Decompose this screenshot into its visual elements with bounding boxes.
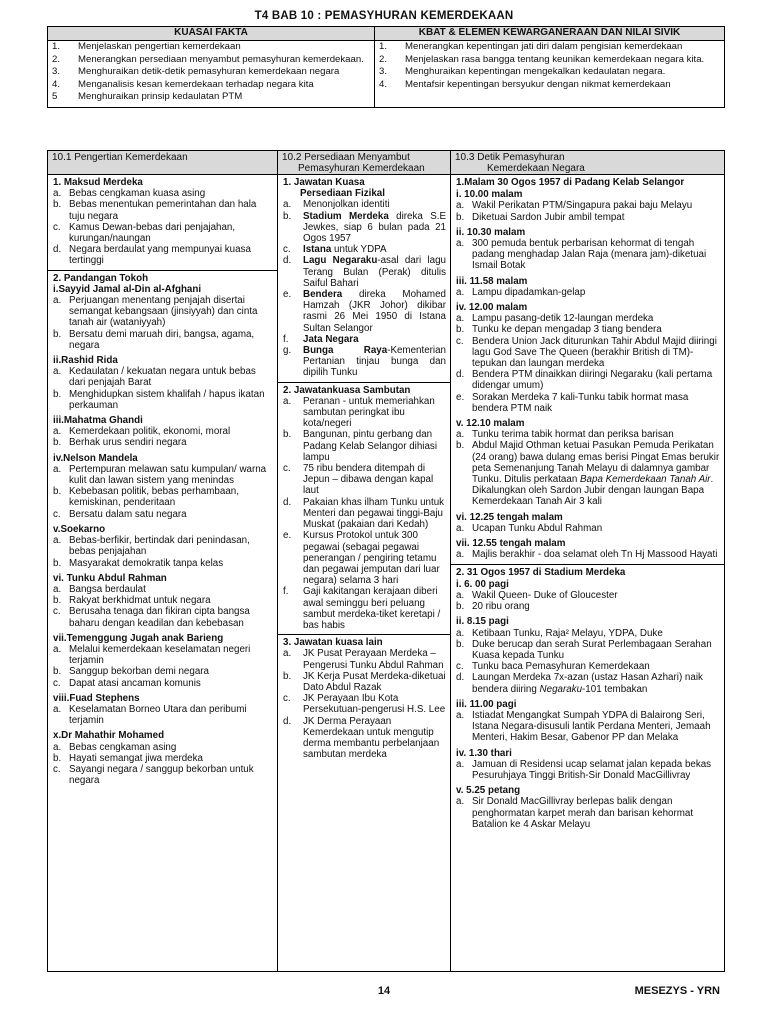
item-marker: f.: [283, 586, 289, 598]
list-item: [53, 678, 273, 689]
item-text: Menonjolkan identiti: [303, 199, 390, 211]
item-text: Rakyat berkhidmat untuk negara: [69, 595, 211, 607]
section-title: 2. 31 Ogos 1957 di Stadium Merdeka: [456, 566, 626, 578]
item-marker: c.: [53, 606, 61, 618]
tokoh-name: v.Soekarno: [53, 523, 106, 535]
item-marker: c.: [283, 463, 291, 475]
item-marker: c.: [456, 335, 464, 347]
item-text: Bebas cengkaman asing: [69, 741, 177, 753]
item-text: Kedaulatan / kekuatan negara untuk bebas dari penjajah Barat: [69, 366, 256, 389]
list-item: [456, 590, 720, 601]
list-item: [456, 601, 720, 612]
item-marker: b.: [456, 601, 465, 613]
item-emphasis: Negaraku: [539, 683, 583, 695]
item-text: [303, 211, 446, 245]
column-persediaan: [277, 151, 450, 971]
objective-number: 3.: [379, 66, 388, 78]
item-text: Duke berucap dan serah Surat Perlembagaan Serahan Kuasa kepada Tunku: [472, 638, 712, 661]
item-text: Diketuai Sardon Jubir ambil tempat: [472, 211, 625, 223]
item-text: Bebas menentukan pemerintahan dan hala tuju negara: [69, 199, 257, 222]
item-marker: a.: [53, 703, 62, 715]
item-marker: b.: [456, 324, 465, 336]
tokoh-name: iv.Nelson Mandela: [53, 452, 138, 464]
item-text: Ketibaan Tunku, Raja² Melayu, YDPA, Duke: [472, 627, 663, 639]
time-label: ii. 10.30 malam: [456, 226, 526, 238]
item-detail: Laungan Merdeka 7x-azan (ustaz Hasan Azhari) naik bendera diiring: [472, 672, 703, 695]
item-marker: a.: [53, 583, 62, 595]
list-item: [283, 693, 446, 715]
list-item: [283, 648, 446, 670]
list-item: [53, 742, 273, 753]
item-text: Menghidupkan sistem khalifah / hapus ikatan perkauman: [69, 388, 265, 411]
item-text: Hayati semangat jiwa merdeka: [69, 752, 203, 764]
item-marker: e.: [456, 391, 465, 403]
section-title: 2. Pandangan Tokoh: [53, 272, 149, 284]
time-label: vi. 12.25 tengah malam: [456, 511, 563, 523]
item-marker: a.: [53, 741, 62, 753]
list-item: [53, 666, 273, 677]
objective-item: [52, 80, 370, 91]
objective-number: 4.: [379, 78, 388, 90]
column-header-text: 10.1 Pengertian Kemerdekaan: [52, 152, 188, 163]
list-item: [456, 661, 720, 672]
time-label: vii. 12.55 tengah malam: [456, 538, 566, 550]
list-item: [456, 313, 720, 324]
item-marker: a.: [456, 589, 465, 601]
item-detail: direka Mohamed Hamzah (JKR Johor) dikibar rasmi 26 Mei 1950 di Istana Sultan Selangor: [303, 289, 446, 334]
kuasai-fakta-list: [48, 41, 375, 108]
item-text: [472, 440, 720, 507]
list-item: [53, 509, 273, 520]
item-marker: a.: [456, 522, 465, 534]
objective-item: [379, 80, 720, 91]
item-text: [303, 289, 446, 334]
list-item: [283, 530, 446, 586]
kuasai-fakta-header: KUASAI FAKTA: [48, 27, 375, 41]
section-31-ogos: [451, 564, 724, 972]
time-label: iv. 12.00 malam: [456, 302, 528, 314]
list-item: [456, 287, 720, 298]
item-keyword: Istana: [303, 244, 332, 256]
objective-number: 1.: [52, 41, 61, 52]
list-item: [53, 644, 273, 666]
item-marker: b.: [456, 638, 465, 650]
item-marker: a.: [456, 238, 465, 250]
section-title-cont: Persediaan Fizikal: [300, 188, 385, 200]
item-marker: b.: [53, 666, 62, 678]
list-item: [456, 200, 720, 211]
item-text: [303, 334, 446, 345]
item-detail: Abdul Majid Othman ketuai Pasukan Pemuda Perikatan (24 orang) bawa dulang emas berisi Pingat Emas berukir peta Semenanjung Tanah Melayu di dalamnya gambar Tunku. Ditulis perkataan: [472, 440, 720, 486]
section-pandangan-tokoh: [48, 270, 277, 971]
time-label: iii. 11.58 malam: [456, 275, 528, 287]
item-keyword: Lagu Negaraku: [303, 255, 378, 267]
item-marker: a.: [283, 199, 292, 211]
item-text: JK Derma Perayaan Kemerdekaan untuk mengutip derma membantu perbelanjaan sambutan merdeka: [303, 715, 440, 761]
item-marker: a.: [53, 426, 62, 438]
objective-number: 2.: [52, 53, 61, 65]
item-detail: untuk YDPA: [331, 244, 387, 256]
column-header-10-3: [451, 151, 724, 175]
list-item: [53, 366, 273, 388]
item-marker: d.: [53, 244, 62, 256]
list-item: [456, 672, 720, 694]
list-item: [456, 639, 720, 661]
list-item: [456, 238, 720, 272]
item-text: Berusaha tenaga dan fikiran cipta bangsa baharu dengan keadilan dan kebebasan: [69, 606, 250, 629]
section-title: 2. Jawatankuasa Sambutan: [283, 384, 411, 396]
item-detail: direka S.E Jewkes, siap 6 bulan pada 21 Ogos 1957: [303, 210, 447, 245]
item-marker: c.: [283, 693, 291, 705]
item-detail: -asal dari lagu Terang Bulan (Perak) ditulis Saiful Bahari: [303, 255, 446, 289]
tokoh-name: ii.Rashid Rida: [53, 355, 118, 367]
item-marker: b.: [53, 486, 62, 498]
item-marker: b.: [283, 429, 292, 441]
section-title: 3. Jawatan kuasa lain: [283, 637, 383, 649]
item-text: Tunku ke depan mengadap 3 tiang bendera: [472, 324, 662, 336]
objective-text: Menerangkan kepentingan jati diri dalam pengisian kemerdekaan: [405, 41, 683, 52]
list-item: [456, 324, 720, 335]
objective-number: 1.: [379, 41, 388, 52]
item-text: JK Kerja Pusat Merdeka-diketuai Dato Abdul Razak: [303, 670, 446, 693]
objective-number: 5: [52, 91, 58, 103]
section-title: 1. Jawatan Kuasa: [283, 177, 365, 188]
item-marker: b.: [456, 440, 465, 452]
list-item: [53, 606, 273, 628]
item-marker: d.: [283, 715, 292, 727]
item-marker: c.: [53, 763, 61, 775]
list-item: [53, 753, 273, 764]
section-maksud-merdeka: [48, 175, 277, 270]
tokoh-list: [53, 284, 273, 787]
objective-item: [379, 55, 720, 66]
item-marker: c.: [53, 508, 61, 520]
item-text: Majlis berakhir - doa selamat oleh Tn Hj Massood Hayati: [472, 549, 718, 561]
list-item: [53, 295, 273, 329]
item-text: Bersatu demi maruah diri, bangsa, agama, negara: [69, 328, 255, 351]
list-item: [53, 595, 273, 606]
list-item: [53, 244, 273, 266]
list-item: [456, 710, 720, 744]
item-marker: c.: [283, 244, 291, 256]
objective-item: [52, 92, 370, 103]
list-item: [283, 716, 446, 761]
item-marker: a.: [456, 627, 465, 639]
item-text: Wakil Perikatan PTM/Singapura pakai baju Melayu: [472, 200, 693, 212]
item-text: Bebas cengkaman kuasa asing: [69, 188, 206, 200]
timeline-list: [456, 189, 720, 560]
list-item: [53, 188, 273, 199]
section-jawatankuasa-sambutan: [278, 382, 450, 634]
objective-item: [379, 42, 720, 53]
kbat-list: [375, 41, 725, 108]
list-item: [53, 486, 273, 508]
item-text: Wakil Queen- Duke of Gloucester: [472, 589, 618, 601]
section-title: 1.Malam 30 Ogos 1957 di Padang Kelab Selangor: [456, 177, 685, 188]
list-item: [283, 586, 446, 631]
item-detail: . Dikalungkan oleh Sardon Jubir dengan laungan Bapa Kemerdekaan Tanah Air 3 kali: [472, 474, 714, 508]
list-item: [283, 255, 446, 289]
objective-number: 4.: [52, 78, 61, 90]
item-text: Sorakan Merdeka 7 kali-Tunku tabik hormat masa bendera PTM naik: [472, 391, 689, 414]
item-text: Pertempuran melawan satu kumpulan/ warna kulit dan lawan sistem yang menindas: [69, 463, 267, 487]
item-text: Pakaian khas ilham Tunku untuk Menteri dan pegawai tinggi-Baju Muskat (pakaian dari Kedah): [303, 496, 445, 531]
item-marker: f.: [283, 333, 289, 345]
list-item: [53, 199, 273, 221]
item-marker: e.: [283, 289, 292, 301]
item-marker: b.: [53, 752, 62, 764]
time-label: i. 6. 00 pagi: [456, 578, 509, 590]
footer-credit: MESEZYS - YRN: [634, 985, 720, 997]
item-marker: b.: [53, 437, 62, 449]
item-text: [472, 672, 720, 694]
kbat-header: KBAT & ELEMEN KEWARGANERAAN DAN NILAI SIVIK: [375, 27, 725, 41]
list-item: [456, 549, 720, 560]
tokoh-name: vii.Temenggung Jugah anak Barieng: [53, 632, 224, 644]
item-marker: b.: [283, 210, 292, 222]
item-emphasis: Bapa Kemerdekaan Tanah Air: [580, 474, 711, 486]
objective-item: [52, 67, 370, 78]
column-pengertian: [48, 151, 277, 971]
item-text: 75 ribu bendera ditempah di Jepun – dibawa dengan kapal laut: [303, 463, 434, 497]
column-header-10-2: [278, 151, 450, 175]
item-detail: -Kementerian Pertanian tinjau bunga dan dipilih Tunku: [303, 345, 446, 379]
item-list: [53, 188, 273, 266]
objective-number: 2.: [379, 53, 388, 65]
section-malam-30-ogos: [451, 175, 724, 564]
objective-item: [52, 55, 370, 66]
objective-text: Menghuraikan detik-detik pemasyhuran kemerdekaan negara: [78, 66, 340, 78]
objective-text: Menghuraikan prinsip kedaulatan PTM: [78, 91, 243, 103]
item-text: Keselamatan Borneo Utara dan peribumi terjamin: [69, 703, 247, 727]
item-text: Bebas-berfikir, bertindak dari penindasan, bebas penjajahan: [69, 535, 250, 558]
page-number: 14: [377, 985, 391, 997]
objective-text: Menghuraikan kepentingan mengekalkan kedaulatan negara.: [405, 66, 666, 78]
objective-text: Menjelaskan rasa bangga tentang keunikan kemerdekaan negara kita.: [405, 53, 705, 65]
item-text: Bangsa berdaulat: [69, 583, 146, 595]
item-marker: d.: [456, 672, 465, 684]
notes-grid: [47, 150, 725, 972]
objective-text: Menganalisis kesan kemerdekaan terhadap negara kita: [78, 78, 314, 90]
time-label: iv. 1.30 thari: [456, 747, 512, 759]
item-detail: -101 tembakan: [582, 683, 648, 695]
item-marker: a.: [53, 643, 62, 655]
list-item: [53, 389, 273, 411]
item-text: Tunku baca Pemasyhuran Kemerdekaan: [472, 661, 650, 673]
timeline-list: [456, 579, 720, 830]
time-label: iii. 11.00 pagi: [456, 698, 517, 710]
item-text: Dapat atasi ancaman komunis: [69, 677, 201, 689]
column-header-line: 10.3 Detik Pemasyhuran: [455, 152, 565, 163]
item-marker: a.: [283, 395, 292, 407]
list-item: [53, 584, 273, 595]
item-text: Jamuan di Residensi ucap selamat jalan kepada bekas Pesuruhjaya Tinggi British-Sir Donald MacGillivray: [472, 758, 712, 781]
list-item: [283, 211, 446, 245]
list-item: [456, 440, 720, 507]
time-label: v. 12.10 malam: [456, 418, 525, 430]
item-marker: a.: [456, 286, 465, 298]
item-marker: c.: [53, 677, 61, 689]
list-item: [53, 437, 273, 448]
item-marker: d.: [456, 369, 465, 381]
list-item: [283, 289, 446, 334]
time-label: i. 10.00 malam: [456, 189, 523, 201]
item-text: 20 ribu orang: [472, 601, 530, 613]
item-marker: a.: [456, 200, 465, 212]
item-text: Istiadat Mengangkat Sumpah YDPA di Balairong Seri, Istana Negara-disusuli lantik Perdana Menteri, Jemaah Menteri, Hakim Besar, Gabenor PP dan Melaka: [472, 709, 711, 744]
item-marker: b.: [53, 328, 62, 340]
item-text: [303, 345, 446, 379]
item-keyword: Bendera: [303, 289, 343, 301]
list-item: [53, 426, 273, 437]
tokoh-name: x.Dr Mahathir Mohamed: [53, 730, 165, 742]
list-item: [283, 396, 446, 430]
objective-item: [379, 67, 720, 78]
item-marker: c.: [456, 661, 464, 673]
item-text: Ucapan Tunku Abdul Rahman: [472, 522, 603, 534]
item-text: Lampu pasang-detik 12-laungan merdeka: [472, 313, 654, 325]
list-item: [53, 704, 273, 726]
section-jawatankuasa-fizikal: [278, 175, 450, 382]
section-title: 1. Maksud Merdeka: [53, 177, 143, 188]
item-marker: b.: [283, 670, 292, 682]
list-item: [456, 796, 720, 830]
item-text: Perjuangan menentang penjajah disertai semangat kebangsaan (jinsiyyah) dan cinta tanah air (wataniyyah): [69, 295, 258, 329]
item-text: Kursus Protokol untuk 300 pegawai (sebagai pegawai penerangan / pengiring tetamu dan pegawai jemputan dari luar negara) selama 3 hari: [303, 530, 440, 587]
item-marker: a.: [283, 648, 292, 660]
item-text: Bendera Union Jack diturunkan Tahir Abdul Majid diiringi lagu God Save The Queen (berakhir British di TM)-tepukan dan laungan merdeka: [472, 335, 717, 370]
item-list: [283, 648, 446, 760]
objective-item: [52, 42, 370, 53]
item-list: [283, 199, 446, 378]
item-marker: c.: [53, 221, 61, 233]
item-marker: b.: [53, 388, 62, 400]
list-item: [53, 558, 273, 569]
list-item: [456, 429, 720, 440]
item-marker: a.: [456, 313, 465, 325]
item-text: Negara berdaulat yang mempunyai kuasa tertinggi: [69, 244, 251, 267]
list-item: [283, 463, 446, 497]
list-item: [456, 212, 720, 223]
objectives-table: [47, 26, 725, 108]
column-header-line: 10.2 Persediaan Menyambut: [282, 152, 410, 163]
item-marker: a.: [456, 758, 465, 770]
list-item: [53, 329, 273, 351]
tokoh-name: viii.Fuad Stephens: [53, 692, 140, 704]
column-header-line: Kemerdekaan Negara: [487, 163, 585, 174]
list-item: [53, 222, 273, 244]
list-item: [456, 392, 720, 414]
objective-number: 3.: [52, 66, 61, 78]
list-item: [283, 244, 446, 255]
item-text: Kebebasan politik, bebas perhambaan, kemiskinan, penderitaan: [69, 486, 239, 509]
list-item: [283, 345, 446, 379]
list-item: [456, 523, 720, 534]
list-item: [283, 497, 446, 531]
section-jawatankuasa-lain: [278, 634, 450, 971]
list-item: [53, 535, 273, 557]
item-text: Berhak urus sendiri negara: [69, 437, 187, 449]
time-label: v. 5.25 petang: [456, 785, 521, 797]
item-marker: a.: [456, 429, 465, 441]
page-title: T4 BAB 10 : PEMASYHURAN KEMERDEKAAN: [254, 10, 514, 22]
item-list: [283, 396, 446, 631]
list-item: [456, 628, 720, 639]
item-keyword: Stadium Merdeka: [303, 210, 389, 222]
item-marker: d.: [283, 255, 292, 267]
objective-text: Menerangkan persediaan menyambut pemasyhuran kemerdekaan.: [78, 53, 364, 65]
list-item: [283, 429, 446, 463]
item-text: Bersatu dalam satu negara: [69, 508, 187, 520]
item-text: Bendera PTM dinaikkan diiringi Negaraku (kali pertama didengar umum): [472, 369, 713, 392]
tokoh-name: i.Sayyid Jamal al-Din al-Afghani: [53, 283, 202, 295]
item-text: [303, 244, 446, 255]
column-detik: [450, 151, 724, 971]
list-item: [283, 199, 446, 210]
item-text: [303, 255, 446, 289]
list-item: [456, 369, 720, 391]
item-marker: a.: [53, 366, 62, 378]
item-text: JK Pusat Perayaan Merdeka – Pengerusi Tunku Abdul Rahman: [303, 648, 444, 671]
list-item: [53, 464, 273, 486]
item-marker: a.: [53, 188, 62, 200]
item-text: Bangunan, pintu gerbang dan Padang Kelab Selangor dihiasi lampu: [303, 429, 437, 463]
item-keyword: Bunga Raya: [303, 345, 388, 357]
objective-text: Menjelaskan pengertian kemerdekaan: [78, 41, 241, 52]
item-text: Peranan - untuk memeriahkan sambutan peringkat ibu kota/negeri: [303, 395, 435, 430]
item-text: Sayangi negara / sanggup bekorban untuk negara: [69, 763, 254, 787]
list-item: [456, 759, 720, 781]
item-text: JK Perayaan Ibu Kota Persekutuan-pengerusi H.S. Lee: [303, 693, 446, 716]
item-text: Gaji kakitangan kerajaan diberi awal seminggu beri peluang sambut merdeka-tiket keretapi / bas habis: [303, 586, 441, 631]
item-keyword: Jata Negara: [303, 333, 359, 345]
item-marker: e.: [283, 530, 292, 542]
item-marker: a.: [53, 463, 62, 475]
item-text: Kemerdekaan politik, ekonomi, moral: [69, 426, 231, 438]
item-text: Kamus Dewan-bebas dari penjajahan, kurungan/naungan: [69, 221, 236, 245]
item-marker: b.: [456, 211, 465, 223]
item-marker: g.: [283, 345, 292, 357]
list-item: [283, 334, 446, 345]
item-text: Sir Donald MacGillivray berlepas balik dengan penghormatan karpet merah dan barisan kehormat Batalion ke 4 Askar Melayu: [472, 796, 694, 830]
item-text: Tunku terima tabik hormat dan periksa barisan: [472, 429, 674, 441]
column-header-line: Pemasyhuran Kemerdekaan: [298, 163, 425, 174]
objective-text: Mentafsir kepentingan bersyukur dengan nikmat kemerdekaan: [405, 78, 671, 90]
item-marker: a.: [456, 549, 465, 561]
item-text: Melalui kemerdekaan keselamatan negeri terjamin: [69, 643, 251, 667]
item-text: Masyarakat demokratik tanpa kelas: [69, 557, 224, 569]
column-header-10-1: [48, 151, 277, 175]
item-marker: a.: [53, 535, 62, 547]
tokoh-name: iii.Mahatma Ghandi: [53, 415, 143, 427]
tokoh-name: vi. Tunku Abdul Rahman: [53, 572, 167, 584]
item-marker: b.: [53, 595, 62, 607]
item-marker: b.: [53, 199, 62, 211]
item-text: 300 pemuda bentuk perbarisan kehormat di tengah padang menghadap Jalan Raja (menara jam)-diketuai Ismail Botak: [472, 238, 707, 272]
item-text: Lampu dipadamkan-gelap: [472, 286, 586, 298]
item-marker: a.: [456, 796, 465, 808]
list-item: [53, 764, 273, 786]
item-marker: a.: [456, 709, 465, 721]
item-marker: a.: [53, 295, 62, 307]
list-item: [456, 336, 720, 370]
list-item: [283, 671, 446, 693]
item-marker: d.: [283, 496, 292, 508]
time-label: ii. 8.15 pagi: [456, 616, 509, 628]
item-text: Sanggup bekorban demi negara: [69, 666, 209, 678]
item-marker: b.: [53, 557, 62, 569]
